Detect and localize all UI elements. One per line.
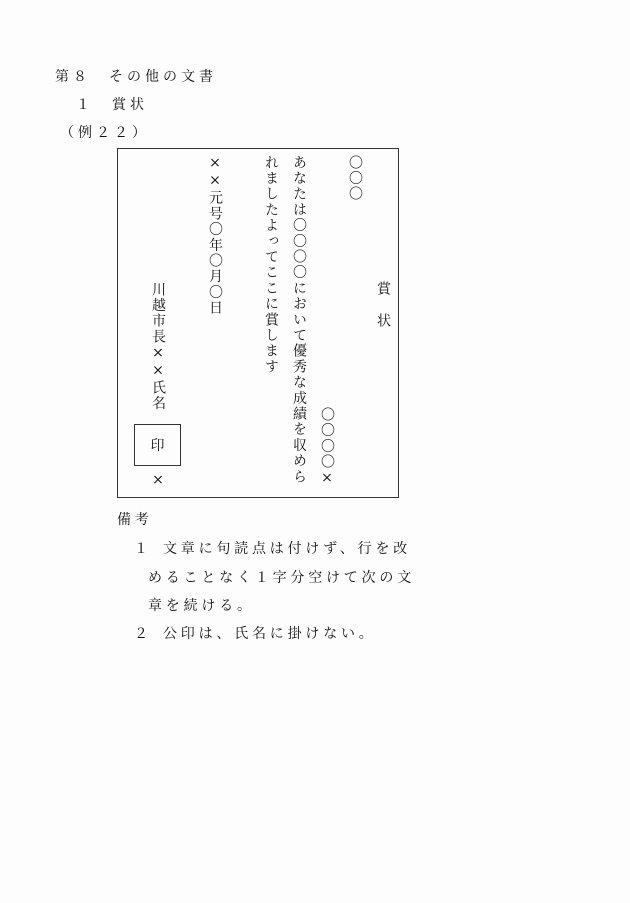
note-2-line-1: 公印は、氏名に掛けない。 (163, 626, 377, 642)
item-heading: １ 賞状 (76, 97, 148, 113)
note-1-line-2: めることなく１字分空けて次の文 (148, 570, 415, 586)
certificate-body-line-2: れましたよってここに賞します (263, 155, 279, 375)
note-1-number: １ (134, 541, 152, 557)
certificate-body-line-1: あなたは〇〇〇〇において優秀な成績を収めら (291, 155, 307, 485)
notes-title: 備考 (117, 512, 153, 528)
certificate-title: 賞 状 (375, 281, 391, 329)
example-label: （例２２） (60, 125, 150, 141)
note-1-line-3: 章を続ける。 (148, 598, 255, 614)
award-marks: 〇〇〇〇× (319, 407, 335, 488)
recipient-name: 〇〇〇 (347, 155, 363, 202)
seal-box (134, 424, 181, 466)
note-1-line-1: 文章に句読点は付けず、行を改 (163, 541, 412, 557)
certificate-date: ××元号〇年〇月〇日 (207, 155, 223, 316)
seal-label: 印 (150, 438, 165, 454)
section-heading: 第８ その他の文書 (55, 69, 217, 85)
issuer-name: 川越市長××氏名 (150, 282, 166, 412)
seal-mark: × (150, 472, 166, 488)
note-2-number: ２ (134, 626, 152, 642)
